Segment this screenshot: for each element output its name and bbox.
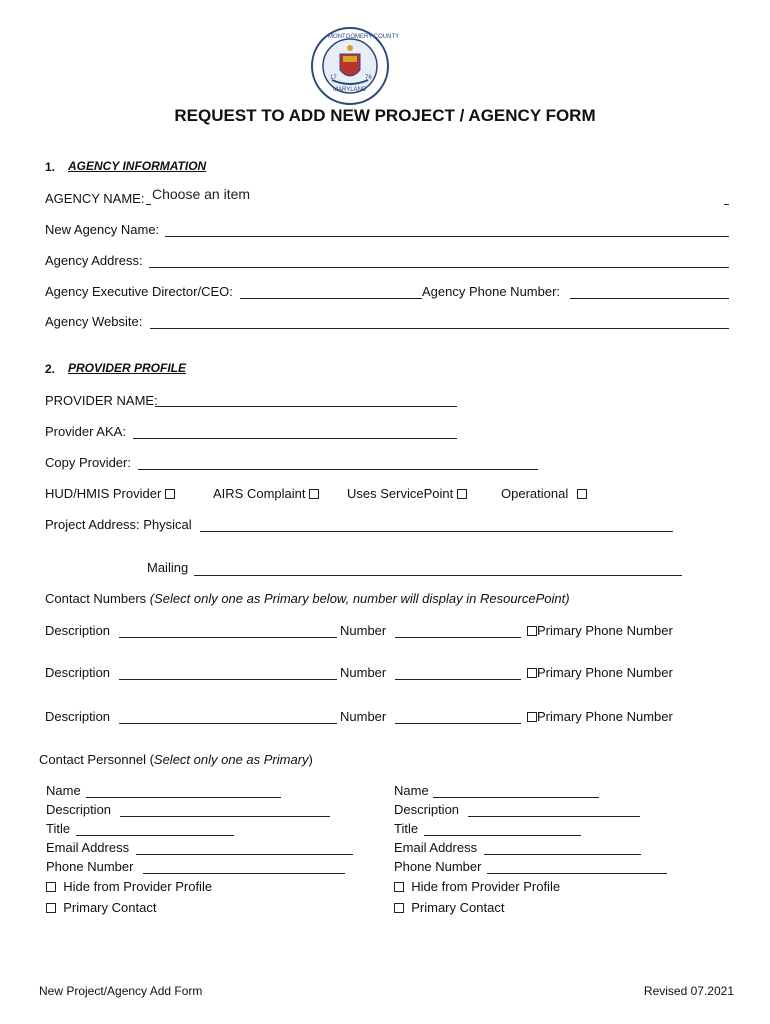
airs-complaint-option[interactable] [213,486,319,502]
personnel-2-email-field[interactable] [484,854,641,855]
seal-text-top: MONTGOMERY COUNTY [328,34,400,40]
seal-text-bottom: MARYLAND [333,87,367,93]
physical-address-field[interactable] [200,531,673,532]
contact-personnel-heading [39,752,313,768]
contact-row-1-number-field[interactable] [395,637,521,638]
personnel-2-phone-field[interactable] [487,873,667,874]
project-address-label: Project Address: Physical [45,517,192,532]
agency-name-line-end [724,204,729,205]
personnel-2-hide-option[interactable] [394,879,560,895]
contact-row-2-number-field[interactable] [395,679,521,680]
contact-row-3-description-field[interactable] [119,723,337,724]
personnel-2-name-field[interactable] [433,797,599,798]
personnel-1-title-field[interactable] [76,835,234,836]
personnel-1-hide-option[interactable] [46,879,212,895]
agency-address-field[interactable] [149,267,729,268]
contact-personnel-label: Contact Personnel ( [39,752,154,767]
section2-number: 2. [45,362,56,376]
personnel-2-description-field[interactable] [468,816,640,817]
personnel-2-primary-option[interactable] [394,900,504,916]
provider-aka-field[interactable] [133,438,457,439]
form-title: REQUEST TO ADD NEW PROJECT / AGENCY FORM [174,106,596,125]
personnel-2-hide-checkbox[interactable] [394,882,404,892]
copy-provider-label: Copy Provider: [45,455,131,470]
exec-director-field[interactable] [240,298,422,299]
personnel-1-description-label: Description [46,802,112,817]
provider-name-field[interactable] [155,406,457,407]
personnel-2-hide-label: Hide from Provider Profile [411,879,561,894]
contact-row-1-description-label: Description [45,623,111,638]
airs-complaint-label: AIRS Complaint [213,486,306,501]
operational-option[interactable] [501,486,587,502]
agency-name-label: AGENCY NAME: [45,191,145,206]
contact-row-2-primary[interactable] [527,665,673,681]
personnel-2-primary-checkbox[interactable] [394,903,404,913]
section1-heading: AGENCY INFORMATION [68,159,207,173]
contact-numbers-heading [45,591,570,607]
agency-name-dropdown[interactable]: Choose an item [152,186,251,202]
seal-year-left: 17 [330,75,337,81]
contact-personnel-note: Select only one as Primary [153,752,309,767]
new-agency-name-field[interactable] [165,236,729,237]
contact-row-3-primary-checkbox[interactable] [527,712,537,722]
contact-row-1-description-field[interactable] [119,637,337,638]
airs-complaint-checkbox[interactable] [309,489,319,499]
agency-name-line-start [146,204,151,205]
section1-number: 1. [45,160,56,174]
provider-name-label: PROVIDER NAME: [45,393,158,408]
personnel-1-name-field[interactable] [86,797,281,798]
provider-aka-label: Provider AKA: [45,424,126,439]
contact-row-3-number-label: Number [340,709,387,724]
operational-checkbox[interactable] [577,489,587,499]
personnel-2-primary-label: Primary Contact [411,900,505,915]
contact-row-2-primary-label: Primary Phone Number [537,665,673,680]
contact-personnel-close: ) [308,752,313,767]
hud-hmis-label: HUD/HMIS Provider [45,486,162,501]
personnel-2-email-label: Email Address [394,840,478,855]
contact-numbers-note: (Select only one as Primary below, number will display in ResourcePoint) [149,591,570,606]
contact-row-2-number-label: Number [340,665,387,680]
contact-row-2-description-label: Description [45,665,111,680]
copy-provider-field[interactable] [138,469,538,470]
personnel-1-hide-label: Hide from Provider Profile [63,879,213,894]
personnel-2-name-label: Name [394,783,429,798]
contact-row-1-primary[interactable] [527,623,673,639]
personnel-1-primary-option[interactable] [46,900,156,916]
contact-row-1-primary-label: Primary Phone Number [537,623,673,638]
agency-website-field[interactable] [150,328,729,329]
hud-hmis-option[interactable] [45,486,175,502]
personnel-1-phone-field[interactable] [143,873,345,874]
section2-heading: PROVIDER PROFILE [68,361,187,375]
personnel-1-email-label: Email Address [46,840,130,855]
uses-servicepoint-option[interactable] [347,486,467,502]
hud-hmis-checkbox[interactable] [165,489,175,499]
personnel-2-phone-label: Phone Number [394,859,482,874]
contact-row-1-primary-checkbox[interactable] [527,626,537,636]
personnel-1-primary-label: Primary Contact [63,900,157,915]
contact-row-3-description-label: Description [45,709,111,724]
personnel-1-description-field[interactable] [120,816,330,817]
mailing-address-field[interactable] [194,575,682,576]
mailing-label: Mailing [147,560,189,575]
personnel-1-name-label: Name [46,783,81,798]
personnel-1-email-field[interactable] [136,854,353,855]
contact-row-1-number-label: Number [340,623,387,638]
personnel-2-title-field[interactable] [424,835,581,836]
personnel-1-primary-checkbox[interactable] [46,903,56,913]
agency-website-label: Agency Website: [45,314,143,329]
contact-row-2-description-field[interactable] [119,679,337,680]
contact-row-2-primary-checkbox[interactable] [527,668,537,678]
new-agency-name-label: New Agency Name: [45,222,160,237]
contact-row-3-primary-label: Primary Phone Number [537,709,673,724]
contact-row-3-primary[interactable] [527,709,673,725]
personnel-1-hide-checkbox[interactable] [46,882,56,892]
operational-label: Operational [501,486,569,501]
contact-row-3-number-field[interactable] [395,723,521,724]
agency-address-label: Agency Address: [45,253,143,268]
agency-phone-label: Agency Phone Number: [422,284,561,299]
contact-numbers-label: Contact Numbers [45,591,147,606]
exec-director-label: Agency Executive Director/CEO: [45,284,233,299]
footer-form-name: New Project/Agency Add Form [39,984,203,998]
seal-year-right: 76 [365,75,372,81]
uses-servicepoint-checkbox[interactable] [457,489,467,499]
personnel-1-phone-label: Phone Number [46,859,134,874]
uses-servicepoint-label: Uses ServicePoint [347,486,454,501]
agency-phone-field[interactable] [570,298,729,299]
footer-revision: Revised 07.2021 [643,984,734,998]
personnel-2-description-label: Description [394,802,460,817]
personnel-2-title-label: Title [394,821,419,836]
personnel-1-title-label: Title [46,821,71,836]
